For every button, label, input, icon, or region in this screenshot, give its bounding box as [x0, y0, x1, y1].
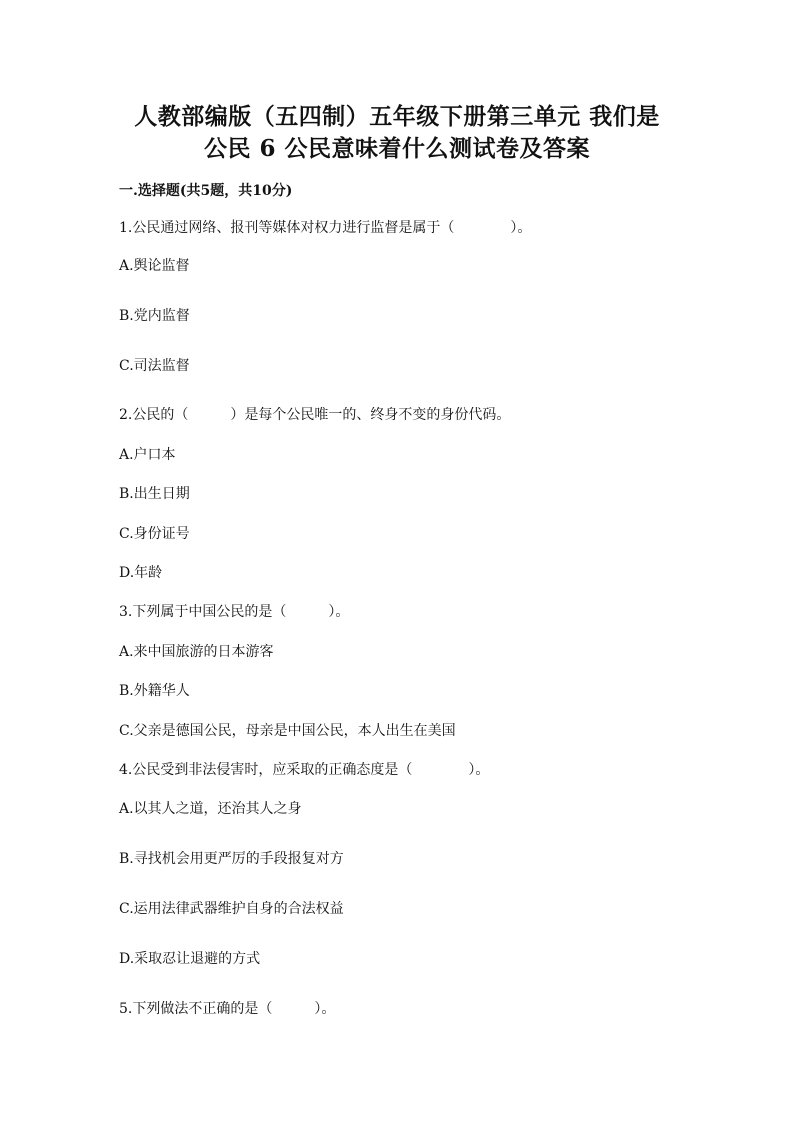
question-1-option-a: A.舆论监督 — [119, 258, 190, 274]
question-1-option-b: B.党内监督 — [119, 308, 190, 324]
page-title-line-1: 人教部编版（五四制）五年级下册第三单元 我们是 — [134, 103, 660, 130]
question-2-option-b: B.出生日期 — [119, 486, 190, 502]
question-5-stem: 5.下列做法不正确的是（ ）。 — [119, 1001, 336, 1017]
question-1-stem: 1.公民通过网络、报刊等媒体对权力进行监督是属于（ ）。 — [119, 220, 532, 236]
section-heading: 一.选择题(共5题，共10分) — [119, 183, 293, 199]
question-4-stem: 4.公民受到非法侵害时，应采取的正确态度是（ ）。 — [119, 762, 490, 778]
question-2-option-a: A.户口本 — [119, 447, 176, 463]
page-title-line-2: 公民 6 公民意味着什么测试卷及答案 — [203, 135, 591, 162]
question-3-option-a: A.来中国旅游的日本游客 — [119, 644, 274, 660]
question-3-option-b: B.外籍华人 — [119, 683, 190, 699]
question-3-option-c: C.父亲是德国公民，母亲是中国公民，本人出生在美国 — [119, 723, 456, 739]
question-2-option-c: C.身份证号 — [119, 526, 190, 542]
question-2-stem: 2.公民的（ ）是每个公民唯一的、终身不变的身份代码。 — [119, 407, 511, 423]
question-4-option-a: A.以其人之道，还治其人之身 — [119, 801, 302, 817]
question-3-stem: 3.下列属于中国公民的是（ ）。 — [119, 604, 350, 620]
question-4-option-b: B.寻找机会用更严厉的手段报复对方 — [119, 851, 344, 867]
question-2-option-d: D.年龄 — [119, 565, 163, 581]
question-4-option-d: D.采取忍让退避的方式 — [119, 951, 261, 967]
question-1-option-c: C.司法监督 — [119, 358, 190, 374]
question-4-option-c: C.运用法律武器维护自身的合法权益 — [119, 901, 344, 917]
